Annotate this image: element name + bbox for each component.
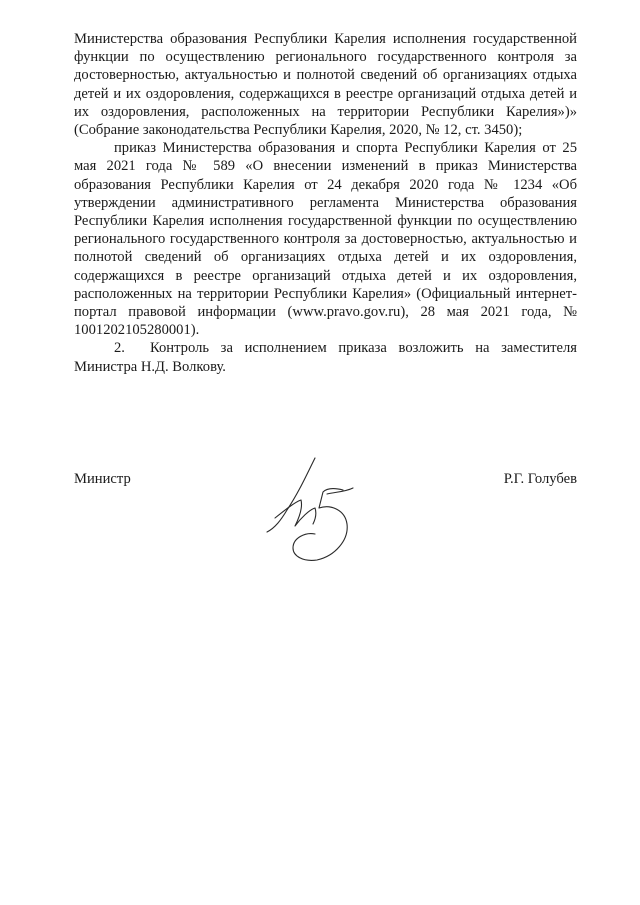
signer-title: Министр: [74, 471, 131, 487]
numbered-item-2: [74, 339, 577, 375]
document-body: [74, 30, 577, 376]
item-text: Контроль за исполнением приказа возложить на заместителя Министра Н.Д. Волкову.: [74, 340, 577, 375]
item-number: 2.: [114, 340, 125, 357]
paragraph-continued: Министерства образования Республики Карелия исполнения государственной функции по осуществлению регионального государственного контроля за достоверностью, актуальностью и полнотой сведений об организациях отдыха детей и их оздоровления, содержащихся в реестре организаций отдыха детей и их оздоровления, расположенных на территории Республики Карелия»)» (Собрание законодательства Республики Карелия, 2020, № 12, ст. 3450);: [74, 31, 577, 139]
signer-name: Р.Г. Голубев: [503, 471, 577, 487]
paragraph-order-reference: приказ Министерства образования и спорта Республики Карелия от 25 мая 2021 года № 589 «О внесении изменений в приказ Министерства образования Республики Карелия от 24 декабря 2020 года № 1234 «Об утверждении административного регламента Министерства образования Республики Карелия исполнения государственной функции по осуществлению регионального государственного контроля за достоверностью, актуальностью и полнотой сведений об организациях отдыха детей и их оздоровления, содержащихся в реестре организаций отдыха детей и их оздоровления, расположенных на территории Республики Карелия» (Официальный интернет-портал правовой информации (www.pravo.gov.ru), 28 мая 2021 года, № 1001202105280001).: [74, 140, 577, 339]
handwritten-signature: [255, 452, 370, 577]
